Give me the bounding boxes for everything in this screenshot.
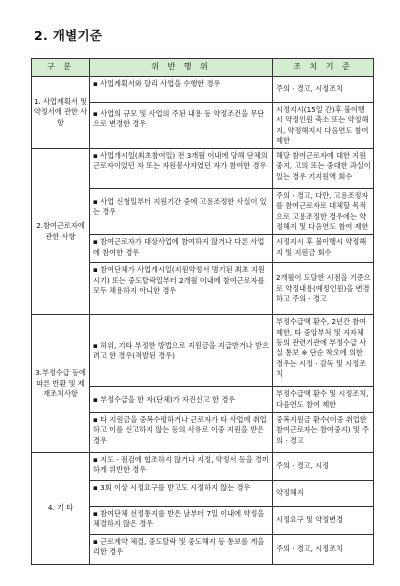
violation-cell: ▪ 타 지원금을 중복수령하거나 근로자가 타 사업에 취업하고 이를 신고하지 않는 등의 사유로 이중 지원을 받은 경우 — [90, 412, 273, 452]
measure-cell: 부정수급액 환수, 2년간 참여 제한, 타 중앙부처 및 지자체 등의 관련기관에 부정수급 사실 통보 ※ 단순 착오에 의한 경우는 시정 · 감독 및 시정조치 — [273, 315, 374, 387]
violation-cell: ▪ 지도 · 점검에 협조하지 않거나 지정, 약정서 등을 경미하게 위반한 경우 — [90, 452, 273, 480]
violation-cell: ▪ 사업 신청일부터 지원기간 중에 고용조정한 사실이 있는 경우 — [90, 189, 273, 235]
measure-cell: 주의 · 경고, 시정조치 — [273, 77, 374, 103]
violation-cell: ▪ 참여근로자가 대상사업에 참여하지 않거나 다른 사업에 참여한 경우 — [90, 235, 273, 263]
violation-cell: ▪ 참여단체 선정통지를 받은 날부터 7일 이내에 약정을 체결하지 않은 경우 — [90, 506, 273, 534]
violation-cell: ▪ 부정수급을 한 자(단체)가 자진신고 한 경우 — [90, 387, 273, 413]
category-cell: 1. 사업계획서 및 약정서에 관한 사항 — [32, 77, 90, 149]
violation-cell: ▪ 허위, 기타 부정한 방법으로 지원금을 지급받거나 받으려고 한 경우(적발된 경우) — [90, 315, 273, 387]
category-cell: 3.부정수급 등에 따른 반환 및 제재조치사항 — [32, 315, 90, 453]
table-row — [32, 315, 374, 387]
violation-cell: ▪ 참여단체가 사업개시일(지원약정서 명기된 최초 지원시기) 또는 중도탈락일부터 2개월 이내에 참여근로자를 모두 채용하지 아니한 경우 — [90, 263, 273, 315]
violation-cell: ▪ 사업의 규모 및 사업의 주된 내용 등 약정조건을 무단으로 변경한 경우 — [90, 103, 273, 149]
section-title: 2. 개별기준 — [34, 28, 103, 43]
header-violation: 위 반 행 위 — [90, 59, 273, 77]
table-row — [32, 149, 374, 189]
measure-cell: 시정요구 및 약정변경 — [273, 506, 374, 534]
table-header-row — [32, 59, 374, 77]
measure-cell: 약정해지 — [273, 480, 374, 506]
violation-cell: ▪ 3회 이상 시정요구를 받고도 시정하지 않는 경우 — [90, 480, 273, 506]
header-measure: 조 치 기 준 — [273, 59, 374, 77]
violation-cell: ▪ 사업개시일(최초참여일) 전 3개월 이내에 당해 단체의 근로자이었던 자 또는 자원봉사자였던 자가 참여한 경우 — [90, 149, 273, 189]
measure-cell: 주의 · 경고, 시정 — [273, 452, 374, 480]
table-row — [32, 452, 374, 480]
violation-cell: ▪ 사업계획서와 달리 사업을 수행한 경우 — [90, 77, 273, 103]
measure-cell: 시정지시 후 불이행시 약정해지 및 지원금 회수 — [273, 235, 374, 263]
measure-cell: 주의 · 경고, 시정조치 — [273, 534, 374, 564]
violation-cell: ▪ 근로계약 체결, 중도탈락 및 중도해지 등 통보를 게을리한 경우 — [90, 534, 273, 564]
measure-cell: 중복지원금 환수(이중 취업한 참여근로자는 참여중지) 및 주의 · 경고 — [273, 412, 374, 452]
measure-cell: 부정수급액 환수 및 시정조치, 다음연도 참여 제한 — [273, 387, 374, 413]
category-cell: 4. 기 타 — [32, 452, 90, 564]
measure-cell: 주의 · 경고, 다만, 고용조정자를 참여근로자로 대체할 목적으로 고용조정한 경우에는 약정해지 및 다음연도 참여 제한 — [273, 189, 374, 235]
measure-cell: 시정지시(15일 간)후 불이행시 약정인원 축소 또는 약정해지, 약정해지시 다음연도 참여 제한 — [273, 103, 374, 149]
measures-table — [31, 58, 374, 565]
header-category: 구 분 — [32, 59, 90, 77]
measure-cell: 2개월이 도달한 시점을 기준으로 약정내용(예정인원)을 변경하고 주의 · 경고 — [273, 263, 374, 315]
measure-cell: 해당 참여근로자에 대한 지원 중지, 고의 또는 중대한 과실이 있는 경우 기지원액 회수 — [273, 149, 374, 189]
category-cell: 2.참여근로자에 관한 사항 — [32, 149, 90, 315]
table-row — [32, 77, 374, 103]
